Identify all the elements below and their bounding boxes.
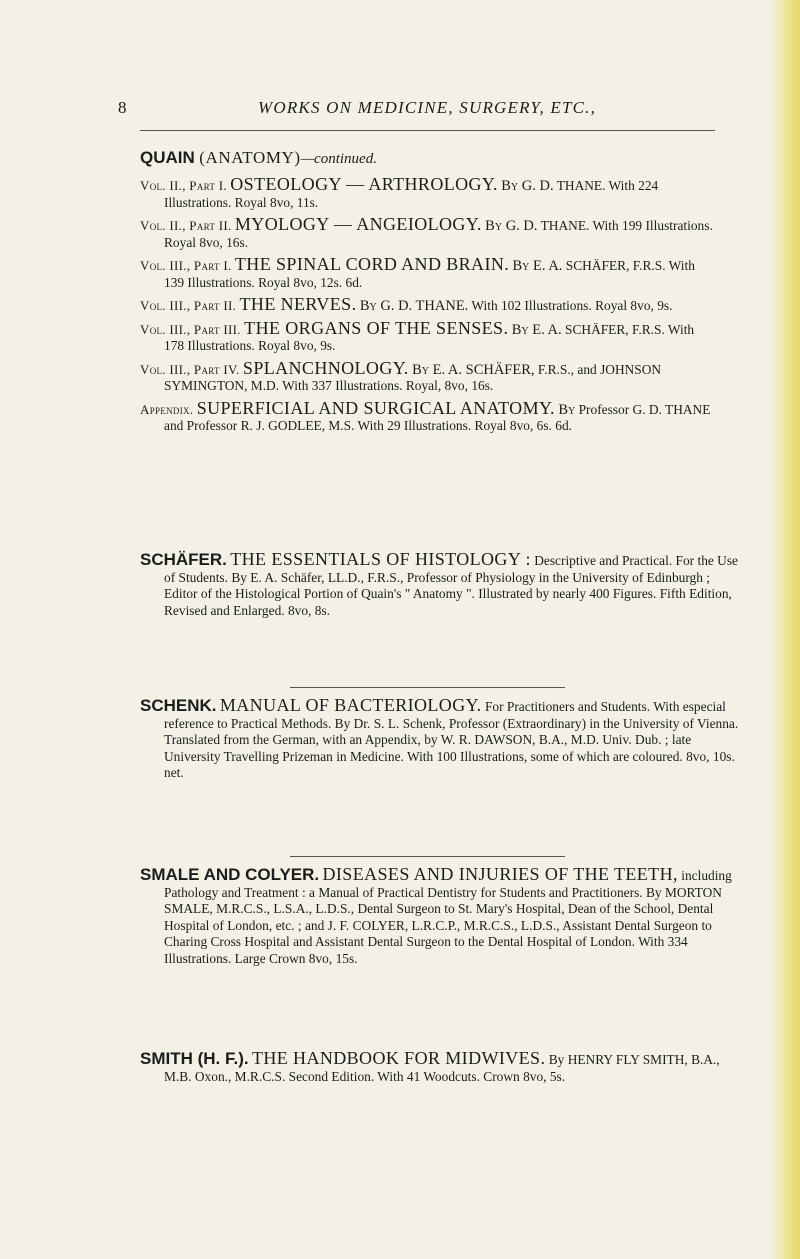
quain-entry: [140, 397, 715, 435]
page-number: 8: [118, 98, 127, 117]
entry-title: MYOLOGY — ANGEIOLOGY.: [234, 214, 482, 234]
quain-continued: —continued.: [300, 151, 377, 167]
divider-1: [290, 687, 565, 688]
schafer-title: THE ESSENTIALS OF HISTOLOGY :: [230, 549, 531, 569]
header-rule: [140, 130, 715, 131]
entry-volume-part: Vol. III., Part I.: [140, 258, 232, 273]
entry-volume-part: Vol. III., Part III.: [140, 321, 241, 337]
entry-details: THANE. With 199 Illustrations. Royal 8vo, 16s.: [164, 218, 713, 250]
entry-details: SCHÄFER, F.R.S. With 178 Illustrations. Royal 8vo, 9s.: [164, 321, 695, 353]
running-header: [118, 98, 718, 126]
entry-author-lead: By G. D.: [485, 218, 538, 234]
entry-volume-part: Vol. III., Part IV.: [140, 361, 240, 377]
quain-entry: [140, 176, 715, 211]
entry-author-lead: By E. A.: [512, 258, 563, 274]
entry-details: With 102 Illustrations. Royal 8vo, 9s.: [471, 298, 673, 313]
smale-title: DISEASES AND INJURIES OF THE TEETH,: [322, 864, 678, 884]
schenk-entry: [140, 697, 739, 782]
entry-title: THE SPINAL CORD AND BRAIN.: [234, 254, 510, 274]
running-title: WORKS ON MEDICINE, SURGERY, ETC.,: [258, 98, 597, 117]
quain-entry: [140, 317, 715, 355]
entry-details: F.R.S., and JOHNSON SYMINGTON, M.D. With 337 Illustrations. Royal, 8vo, 16s.: [164, 361, 662, 393]
entry-details: THANE. With 224 Illustrations. Royal 8vo, 11s.: [164, 178, 659, 210]
schenk-description: For Practitioners and Students. With especial reference to Practical Methods. By Dr. S. L. Schenk, Professor (Extraordinary) in the University of Vienna. Translated from the German, with an Appendix, by W. R. DAWSON, B.A., M.D. Univ. Dub. ; late University Travelling Prizeman in Medicine. With 100 Illustrations, some of which are coloured. 8vo, 10s. net.: [164, 699, 739, 781]
smith-author: SMITH (H. F.).: [140, 1049, 249, 1068]
quain-entries: [140, 176, 715, 435]
schafer-author: SCHÄFER.: [140, 550, 227, 569]
smith-entry: [140, 1050, 739, 1085]
quain-entry: [140, 296, 715, 315]
quain-entry: [140, 256, 715, 291]
quain-heading: [140, 147, 715, 168]
divider-2: [290, 856, 565, 857]
smith-description: By HENRY FLY SMITH, B.A., M.B. Oxon., M.R.C.S. Second Edition. With 41 Woodcuts. Crown 8vo, 5s.: [164, 1052, 720, 1084]
quain-section: [140, 147, 715, 440]
smale-entry: [140, 866, 739, 968]
entry-title: THE ORGANS OF THE SENSES.: [244, 317, 509, 338]
entry-title: THE NERVES.: [239, 294, 357, 314]
entry-volume-part: Vol. II., Part I.: [140, 178, 227, 193]
entry-author-lead: By: [558, 401, 576, 418]
entry-author-lead: By G. D. THANE.: [359, 298, 469, 314]
schafer-description: Descriptive and Practical. For the Use of Students. By E. A. Schäfer, LL.D., F.R.S., Professor of Physiology in the University of Edinburgh ; Editor of the Histological Portion of Quain's " Anatomy ". Illustrated by nearly 400 Figures. Fifth Edition, Revised and Enlarged. 8vo, 8s.: [164, 553, 739, 618]
entry-author-lead: By G. D.: [501, 178, 554, 194]
entry-volume-part: Vol. III., Part II.: [140, 298, 237, 313]
smale-description: including Pathology and Treatment : a Manual of Practical Dentistry for Students and Practitioners. By MORTON SMALE, M.R.C.S., L.S.A., L.D.S., Dental Surgeon to St. Mary's Hospital, Dean of the School, Dental Hospital of London, etc. ; and J. F. COLYER, L.R.C.P., M.R.C.S., L.D.S., Assistant Dental Surgeon to Charing Cross Hospital and Assistant Dental Surgeon to the Dental Hospital of London. With 334 Illustrations. Large Crown 8vo, 15s.: [164, 868, 732, 966]
entry-title: SPLANCHNOLOGY.: [242, 357, 409, 378]
entry-author-lead: By E. A.: [511, 321, 562, 338]
quain-subject: (ANATOMY): [199, 148, 301, 167]
schenk-title: MANUAL OF BACTERIOLOGY.: [219, 695, 482, 715]
entry-title: OSTEOLOGY — ARTHROLOGY.: [230, 174, 498, 194]
quain-entry: [140, 357, 715, 395]
entry-volume-part: Appendix.: [140, 401, 194, 417]
smith-title: THE HANDBOOK FOR MIDWIVES.: [251, 1048, 546, 1068]
quain-entry: [140, 216, 715, 251]
quain-author: QUAIN: [140, 148, 195, 167]
entry-author-lead: By E. A. SCHÄFER,: [412, 361, 535, 378]
schenk-author: SCHENK.: [140, 696, 217, 715]
page-edge: [770, 0, 800, 1259]
schafer-entry: [140, 551, 739, 619]
entry-details: SCHÄFER, F.R.S. With 139 Illustrations. Royal 8vo, 12s. 6d.: [164, 258, 695, 290]
entry-volume-part: Vol. II., Part II.: [140, 218, 232, 233]
smale-author: SMALE AND COLYER.: [140, 865, 320, 884]
entry-details: Professor G. D. THANE and Professor R. J. GODLEE, M.S. With 29 Illustrations. Royal 8vo, 6s. 6d.: [164, 401, 711, 433]
entry-title: SUPERFICIAL AND SURGICAL ANATOMY.: [196, 397, 555, 418]
